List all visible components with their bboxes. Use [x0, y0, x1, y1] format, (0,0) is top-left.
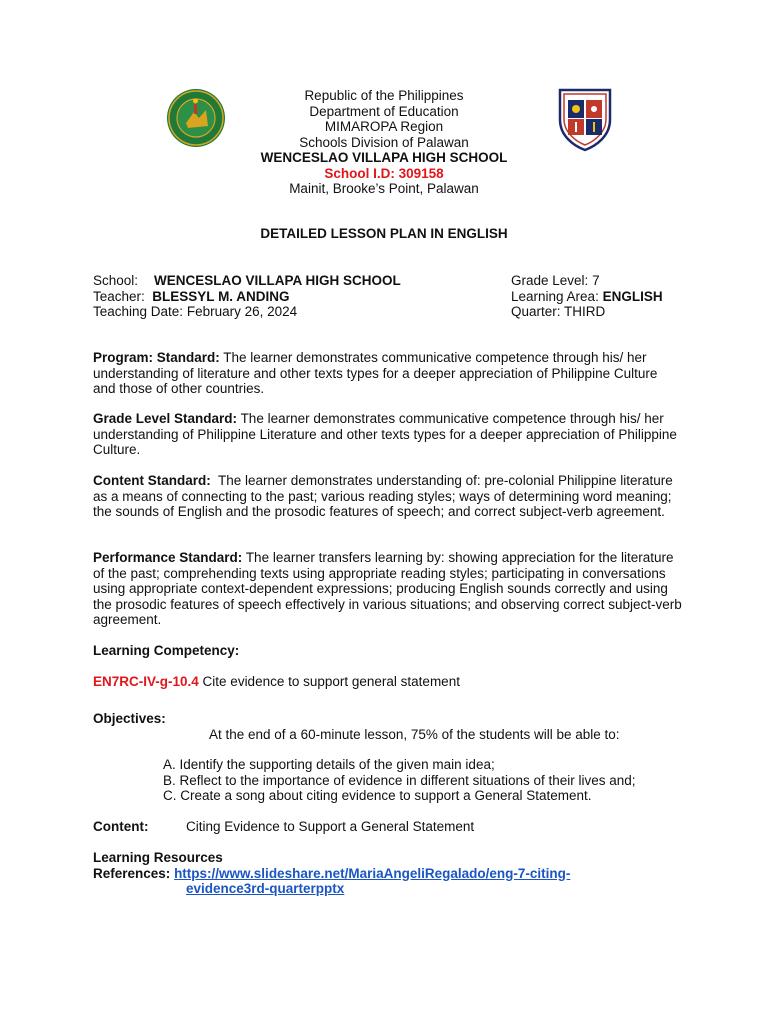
- document-title: DETAILED LESSON PLAN IN ENGLISH: [260, 226, 508, 241]
- program-standard: [93, 350, 683, 397]
- references-label: References:: [93, 865, 171, 881]
- learning-resources-label: Learning Resources: [93, 850, 223, 865]
- school-value: WENCESLAO VILLAPA HIGH SCHOOL: [154, 273, 401, 288]
- competency-code: EN7RC-IV-g-10.4: [93, 674, 199, 689]
- objectives-list: [163, 757, 703, 804]
- header-address: Mainit, Brooke’s Point, Palawan: [289, 181, 479, 196]
- performance-standard-label: Performance Standard:: [93, 550, 243, 565]
- objectives-label: Objectives:: [93, 711, 166, 726]
- learning-resources: [93, 850, 683, 897]
- content-standard: [93, 473, 683, 520]
- header-school-name: WENCESLAO VILLAPA HIGH SCHOOL: [260, 150, 508, 165]
- content-standard-label: Content Standard:: [93, 473, 211, 488]
- performance-standard-text: The learner transfers learning by: showing appreciation for the literature of the past; comprehending texts using appropriate reading styles; participating in conversations using appropriate context-dependent expressions; producing English sounds correctly and using the prosodic features of speech effectively in various situations; and observing correct subject-verb agreement.: [93, 550, 682, 627]
- program-standard-label: Program: Standard:: [93, 350, 220, 365]
- date-value: February 26, 2024: [186, 304, 298, 319]
- lesson-info: [93, 273, 693, 320]
- date-label: Teaching Date:: [93, 304, 184, 319]
- teacher-value: BLESSYL M. ANDING: [152, 288, 290, 304]
- content-standard-text: The learner demonstrates understanding of: pre-colonial Philippine literature as a means of connecting to the past; various reading styles; ways of determining word meaning; the sounds of English and the prosodic features of speech; and correct subject-verb agreement.: [93, 473, 673, 519]
- objective-item: C. Create a song about citing evidence to support a General Statement.: [163, 788, 592, 803]
- program-standard-text: The learner demonstrates communicative competence through his/ her understanding of literature and other texts types for a deeper appreciation of Philippine Culture and those of other countries.: [93, 350, 658, 396]
- learning-competency-heading: [93, 643, 683, 659]
- learning-competency: [93, 674, 683, 690]
- reference-link[interactable]: https://www.slideshare.net/MariaAngeliRegalado/eng-7-citing-: [174, 865, 571, 881]
- quarter-value: THIRD: [564, 304, 606, 319]
- content-label: Content:: [93, 819, 149, 834]
- school-label: School:: [93, 273, 139, 288]
- header-department: Department of Education: [309, 103, 459, 119]
- objective-item: B. Reflect to the importance of evidence in different situations of their lives and;: [163, 772, 636, 788]
- document-header: [200, 88, 568, 197]
- header-division: Schools Division of Palawan: [299, 134, 469, 150]
- area-value: ENGLISH: [602, 288, 663, 304]
- quarter-label: Quarter:: [511, 304, 561, 319]
- grade-level-standard-text: The learner demonstrates communicative competence through his/ her understanding of Philippine Literature and other texts types for a deeper appreciation of Philippine Culture.: [93, 411, 677, 457]
- competency-text: Cite evidence to support general statement: [202, 674, 460, 689]
- lesson-content: [93, 819, 683, 835]
- reference-link-continued[interactable]: evidence3rd-quarterpptx: [186, 881, 345, 896]
- grade-value: 7: [592, 273, 600, 288]
- objectives-intro: At the end of a 60-minute lesson, 75% of the students will be able to:: [209, 727, 620, 742]
- header-region: MIMAROPA Region: [324, 119, 444, 134]
- header-republic: Republic of the Philippines: [304, 88, 464, 103]
- header-school-id: School I.D: 309158: [324, 165, 444, 181]
- content-text: Citing Evidence to Support a General Statement: [186, 819, 475, 834]
- teacher-label: Teacher:: [93, 288, 145, 304]
- grade-label: Grade Level:: [511, 273, 589, 288]
- area-label: Learning Area:: [511, 288, 599, 304]
- objectives-heading: [93, 711, 683, 727]
- grade-level-standard: [93, 411, 683, 458]
- learning-competency-label: Learning Competency:: [93, 643, 240, 658]
- objective-item: A. Identify the supporting details of the given main idea;: [163, 757, 495, 772]
- performance-standard: [93, 550, 683, 628]
- grade-level-standard-label: Grade Level Standard:: [93, 411, 238, 426]
